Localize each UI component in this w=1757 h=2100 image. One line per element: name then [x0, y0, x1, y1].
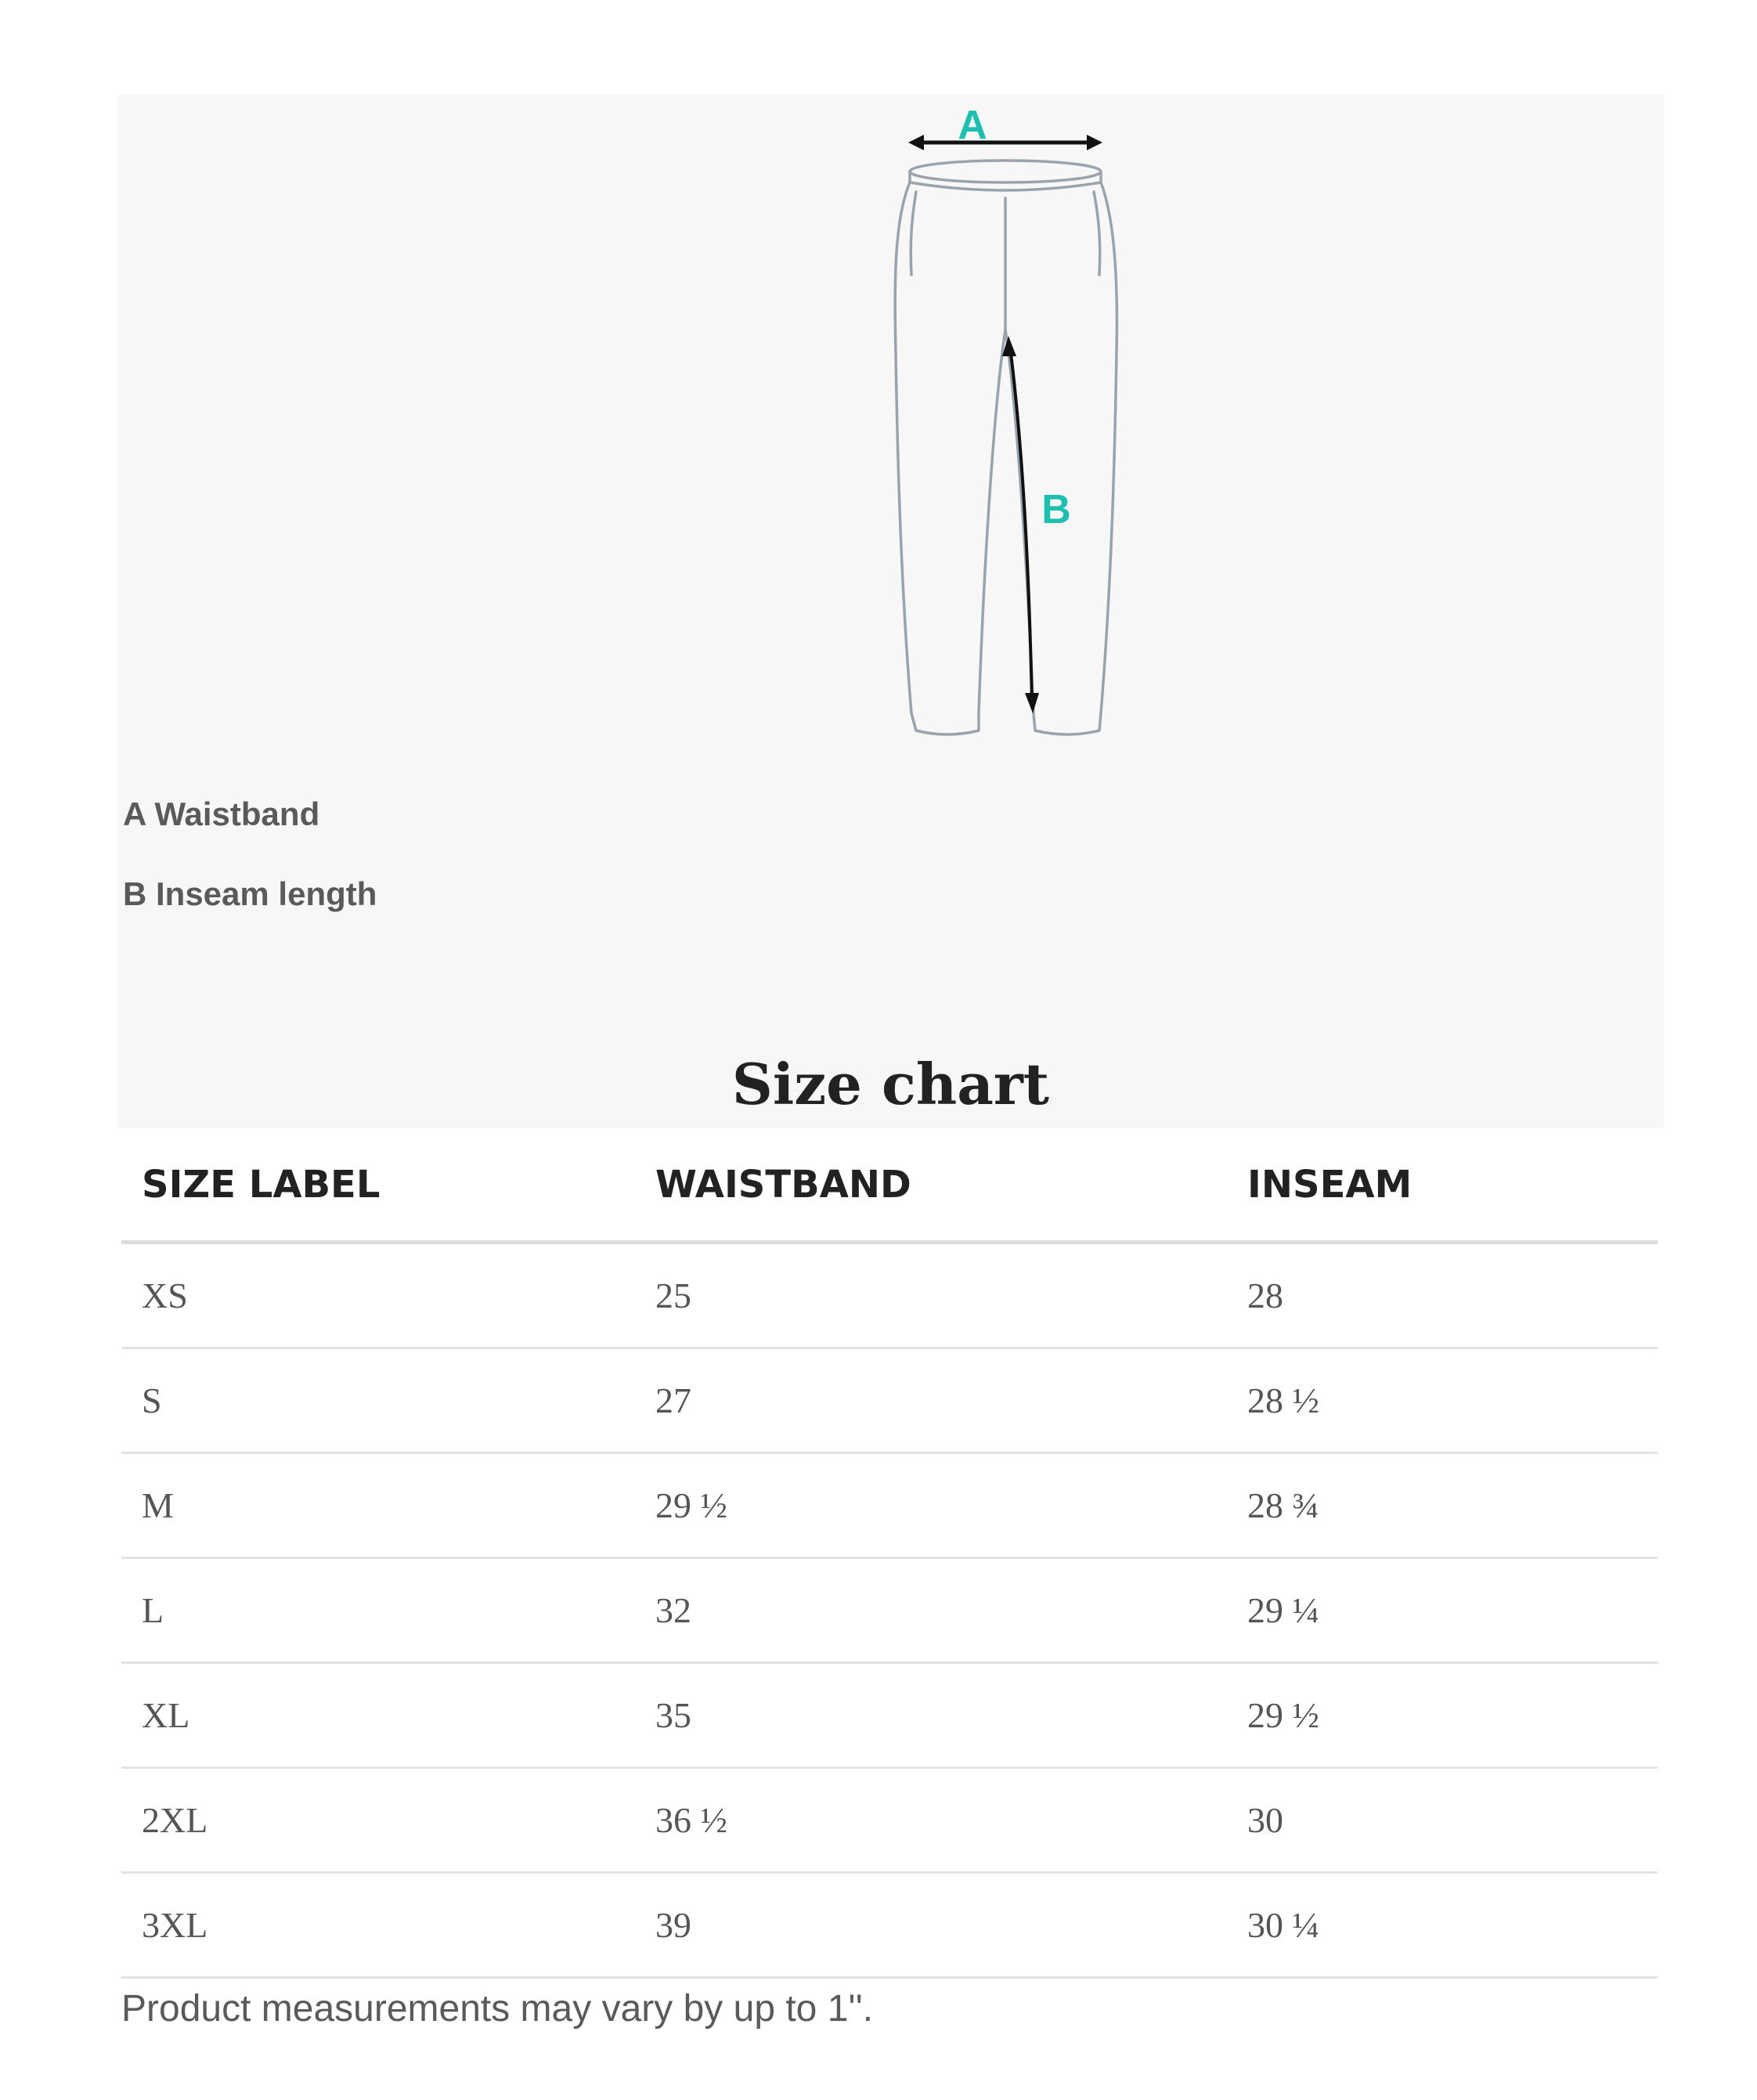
legend-inseam-length: B Inseam length — [123, 875, 377, 912]
size-label-cell: XS — [121, 1243, 655, 1348]
measurement-diagram-panel — [117, 95, 1664, 1128]
inseam-arrow — [1002, 336, 1039, 713]
size-table — [121, 1128, 1658, 1979]
table-header-row — [121, 1128, 1658, 1243]
size-label-cell: M — [121, 1453, 655, 1558]
waistband-cell: 29 ½ — [655, 1453, 1247, 1558]
waistband-cell: 36 ½ — [655, 1768, 1247, 1873]
waistband-cell: 25 — [655, 1243, 1247, 1348]
table-row — [121, 1558, 1658, 1663]
inseam-cell: 29 ½ — [1247, 1663, 1658, 1768]
pants-diagram — [777, 95, 1246, 745]
column-header-inseam: INSEAM — [1247, 1128, 1658, 1243]
inseam-cell: 30 ¼ — [1247, 1873, 1658, 1978]
size-label-cell: 2XL — [121, 1768, 655, 1873]
pants-outline — [895, 161, 1117, 734]
table-row — [121, 1873, 1658, 1978]
column-header-waistband: WAISTBAND — [655, 1128, 1247, 1243]
inseam-cell: 28 ¾ — [1247, 1453, 1658, 1558]
inseam-cell: 28 ½ — [1247, 1348, 1658, 1453]
table-row — [121, 1663, 1658, 1768]
marker-b: B — [1041, 487, 1071, 532]
size-chart-title: Size chart — [731, 1051, 1050, 1117]
table-row — [121, 1348, 1658, 1453]
waistband-cell: 35 — [655, 1663, 1247, 1768]
size-label-cell: S — [121, 1348, 655, 1453]
size-label-cell: XL — [121, 1663, 655, 1768]
inseam-cell: 30 — [1247, 1768, 1658, 1873]
table-row — [121, 1453, 1658, 1558]
inseam-cell: 29 ¼ — [1247, 1558, 1658, 1663]
waistband-cell: 39 — [655, 1873, 1247, 1978]
marker-a: A — [958, 103, 987, 148]
measurement-footnote: Product measurements may vary by up to 1''. — [121, 1988, 874, 2030]
waistband-cell: 32 — [655, 1558, 1247, 1663]
waistband-arrow — [908, 135, 1102, 150]
inseam-cell: 28 — [1247, 1243, 1658, 1348]
size-label-cell: L — [121, 1558, 655, 1663]
table-row — [121, 1243, 1658, 1348]
column-header-size-label: SIZE LABEL — [121, 1128, 655, 1243]
waistband-cell: 27 — [655, 1348, 1247, 1453]
table-row — [121, 1768, 1658, 1873]
size-label-cell: 3XL — [121, 1873, 655, 1978]
legend-waistband: A Waistband — [123, 796, 320, 832]
